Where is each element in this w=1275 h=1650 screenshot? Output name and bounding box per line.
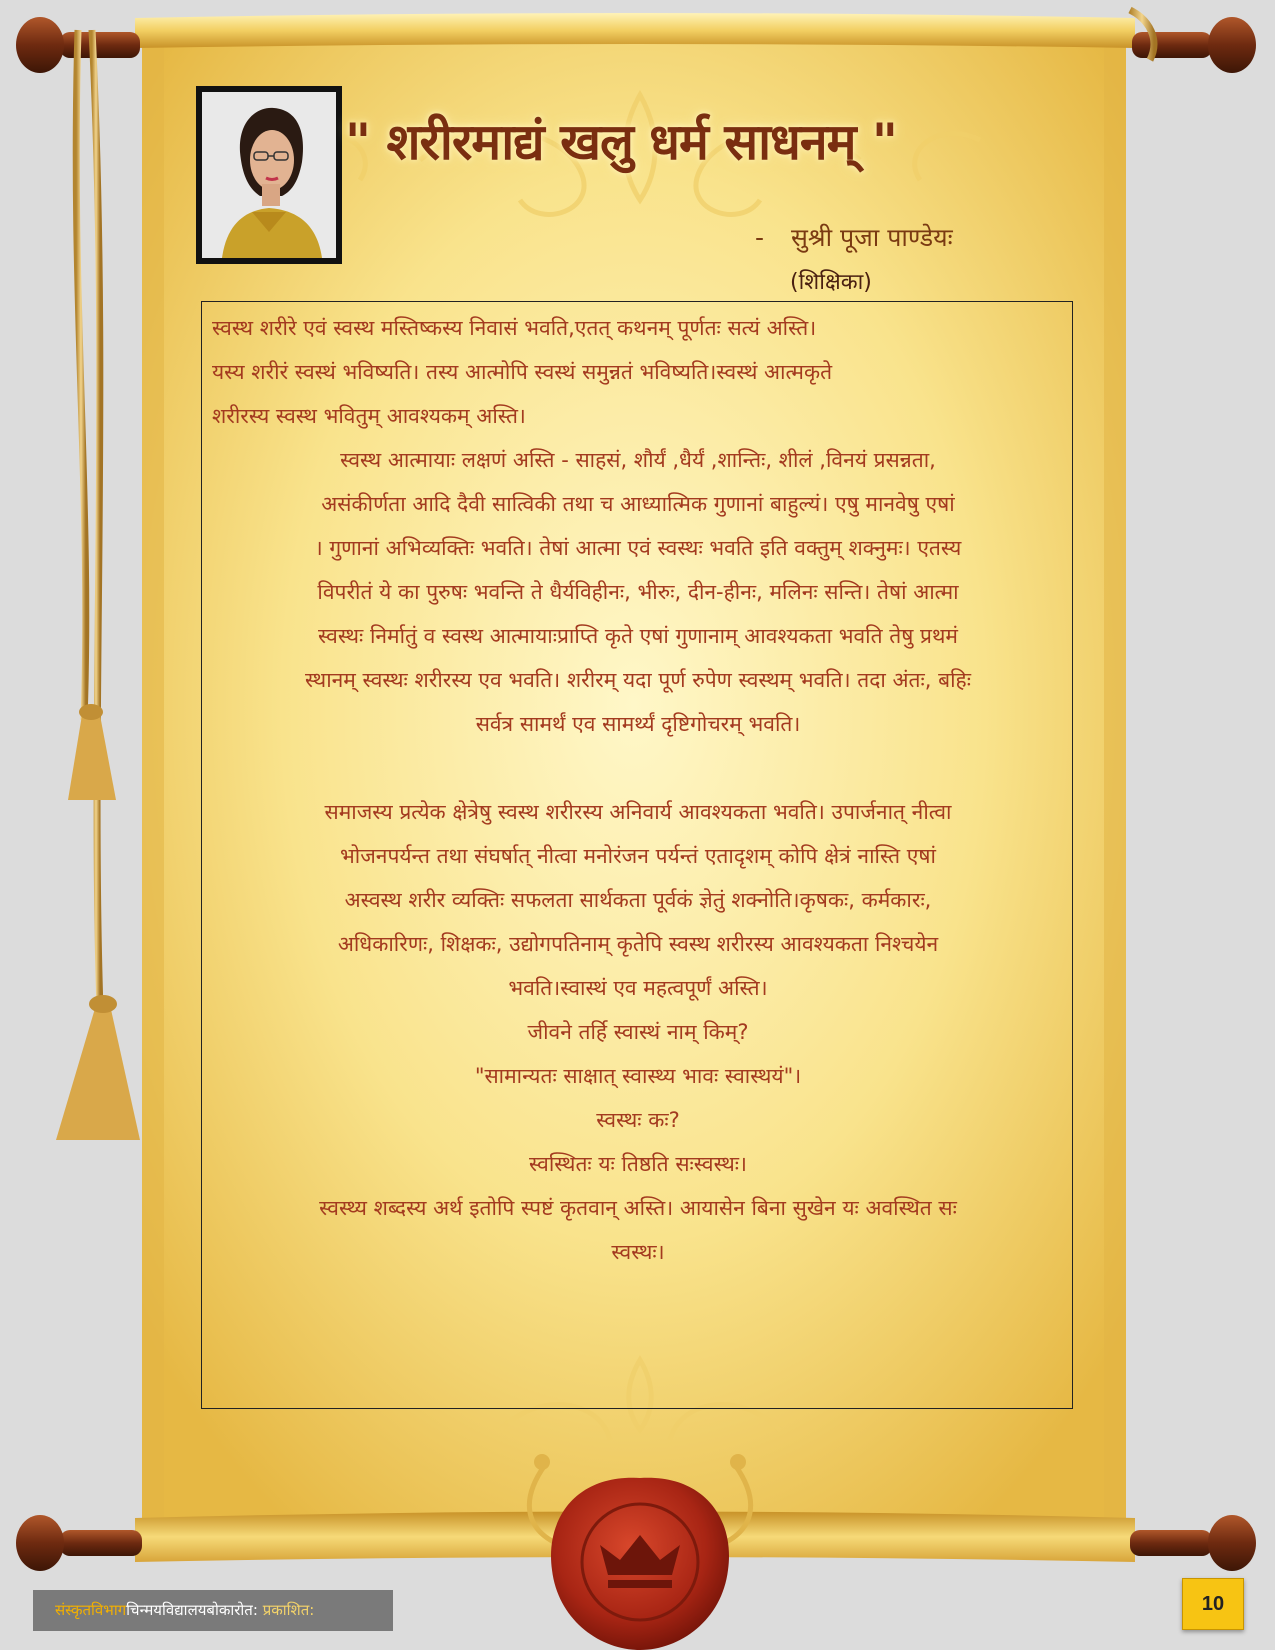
body-line: असंकीर्णता आदि दैवी सात्विकी तथा च आध्यात्मिक गुणानां बाहुल्यं। एषु मानवेषु एषां: [321, 492, 955, 516]
publisher-footer: [33, 1590, 393, 1631]
body-line: विपरीतं ये का पुरुषः भवन्ति ते धैर्यविहीनः, भीरुः, दीन-हीनः, मलिनः सन्ति। तेषां आत्मा: [317, 580, 959, 604]
article-body: [212, 306, 1064, 1274]
footer-published: प्रकाशित:: [257, 1601, 315, 1619]
body-line: स्वस्थः।: [611, 1240, 665, 1264]
body-line: अधिकारिणः, शिक्षकः, उद्योगपतिनाम् कृतेपि स्वस्थ शरीरस्य आवश्यकता निश्चयेन: [337, 932, 939, 956]
author-line: [755, 222, 1055, 254]
author-name: सुश्री पूजा पाण्डेयः: [791, 223, 953, 252]
body-line: स्थानम् स्वस्थः शरीरस्य एव भवति। शरीरम् यदा पूर्ण रुपेण स्वस्थम् भवति। तदा अंतः, बहिः: [305, 668, 971, 692]
question-line: स्वस्थः कः?: [596, 1108, 680, 1132]
quote-line: "सामान्यतः साक्षात् स्वास्थ्य भावः स्वास्थयं"।: [474, 1064, 802, 1088]
portrait-photo-icon: [202, 92, 336, 258]
paragraph-gap: [212, 746, 1064, 790]
body-line: भोजनपर्यन्त तथा संघर्षात् नीत्वा मनोरंजन पर्यन्तं एतादृशम् कोपि क्षेत्रं नास्ति एषां: [340, 844, 936, 868]
author-photo-frame: [196, 86, 342, 264]
body-line: शरीरस्य स्वस्थ भवितुम् आवश्यकम् अस्ति।: [212, 404, 526, 428]
body-line: सर्वत्र सामर्थं एव सामर्थ्यं दृष्टिगोचरम् भवति।: [475, 712, 801, 736]
answer-line: स्वस्थितः यः तिष्ठति सःस्वस्थः।: [529, 1152, 747, 1176]
footer-department: संस्कृतविभाग: [55, 1601, 127, 1619]
body-line: स्वस्थ आत्मायाः लक्षणं अस्ति - साहसं, शौर्यं ,धैर्यं ,शान्तिः, शीलं ,विनयं प्रसन्नता,: [340, 448, 936, 472]
footer-school: चिन्मयविद्यालयबोकारोत:: [126, 1601, 258, 1619]
body-line: स्वस्थ्य शब्दस्य अर्थ इतोपि स्पष्टं कृतवान् अस्ति। आयासेन बिना सुखेन यः अवस्थित सः: [319, 1196, 957, 1220]
body-line: भवति।स्वास्थं एव महत्वपूर्णं अस्ति।: [508, 976, 768, 1000]
body-line: अस्वस्थ शरीर व्यक्तिः सफलता सार्थकता पूर्वकं ज्ञेतुं शक्नोति।कृषकः, कर्मकारः,: [344, 888, 932, 912]
body-line: यस्य शरीरं स्वस्थं भविष्यति। तस्य आत्मोपि स्वस्थं समुन्नतं भविष्यति।स्वस्थं आत्मकृते: [212, 360, 833, 384]
body-line: स्वस्थ शरीरे एवं स्वस्थ मस्तिष्कस्य निवासं भवति,एतत् कथनम् पूर्णतः सत्यं अस्ति।: [212, 316, 817, 340]
author-role: (शिक्षिका): [790, 270, 872, 295]
body-line: । गुणानां अभिव्यक्तिः भवति। तेषां आत्मा एवं स्वस्थः भवति इति वक्तुम् शक्नुमः। एतस्य: [314, 536, 962, 560]
article-title: " शरीरमाद्यं खलु धर्म साधनम् ": [345, 113, 897, 171]
author-dash: -: [755, 223, 765, 252]
page-number-badge: 10: [1182, 1578, 1244, 1630]
body-line: स्वस्थः निर्मातुं व स्वस्थ आत्मायाःप्राप्ति कृते एषां गुणानाम् आवश्यकता भवति तेषु प्रथमं: [318, 624, 958, 648]
body-line: समाजस्य प्रत्येक क्षेत्रेषु स्वस्थ शरीरस्य अनिवार्य आवश्यकता भवति। उपार्जनात् नीत्वा: [324, 800, 952, 824]
question-line: जीवने तर्हि स्वास्थं नाम् किम्?: [527, 1020, 749, 1044]
